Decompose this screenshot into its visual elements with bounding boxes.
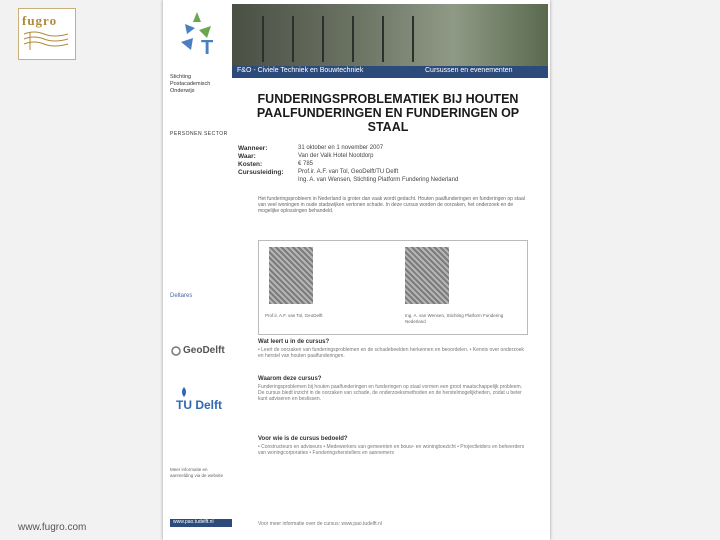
tudelft-logo: TU Delft xyxy=(176,398,222,412)
fugro-logo-text: fugro xyxy=(22,13,58,28)
fact-value: € 785 xyxy=(298,161,314,167)
fact-key: Waar: xyxy=(238,153,256,160)
fact-value: 31 oktober en 1 november 2007 xyxy=(298,145,384,151)
section-heading: Waarom deze cursus? xyxy=(258,376,322,382)
org-line: Stichting xyxy=(170,74,192,80)
section-heading: Wat leert u in de cursus? xyxy=(258,339,330,345)
org-line: Postacademisch xyxy=(170,81,211,87)
deltares-logo: Deltares xyxy=(170,293,193,299)
side-notes: Meer informatie en aanmelding via de website xyxy=(170,467,224,478)
svg-text:T: T xyxy=(201,37,214,59)
org-line: Onderwijs xyxy=(170,88,195,94)
footer-url[interactable]: www.fugro.com xyxy=(18,522,87,533)
instructor-photos xyxy=(258,240,528,335)
section-text: • Leert de oorzaken van funderingsproblemen en de schadebeelden herkennen en beoordelen. • Kennis over onderzoek en herstel van houten paalfunderingen. xyxy=(258,347,524,359)
fact-value: Van der Valk Hotel Nootdorp xyxy=(298,153,374,159)
photo-caption: Prof.ir. A.F. van Tol, GeoDelft xyxy=(265,313,323,318)
fugro-logo-waves-icon xyxy=(22,30,70,52)
section-text: Funderingsproblemen bij houten paalfunderingen en funderingen op staal vormen een groot maatschappelijk probleem. De cursus biedt inzicht in de oorzaken van schade, de onderzoeksmethoden en de herstelmogelijkheden, zodat u beter kunt adviseren en beslissen. xyxy=(258,384,523,402)
section-text: • Constructeurs en adviseurs • Medewerkers van gemeenten en bouw- en woningtoezicht • Projectleiders en beheerders van woningcorporaties • Funderingsherstellers en aannemers xyxy=(258,444,525,456)
photo-caption: Ing. A. van Wensen, Stichting Platform Fundering Nederland xyxy=(405,313,504,324)
flyer-bottom-line: Voor meer informatie over de cursus: www.pao.tudelft.nl xyxy=(258,521,382,527)
geodelft-logo-icon xyxy=(171,345,181,357)
banner-right-text: Cursussen en evenementen xyxy=(425,67,513,74)
flyer-title: FUNDERINGSPROBLEMATIEK BIJ HOUTEN PAALFUNDERINGEN EN FUNDERINGEN OP STAAL xyxy=(256,92,520,134)
flyer-header-photo xyxy=(232,4,548,66)
fact-value: Prof.ir. A.F. van Tol, GeoDelft/TU Delft xyxy=(298,169,399,175)
intro-text: Het funderingsprobleem in Nederland is groter dan vaak wordt gedacht. Houten paalfunderingen en funderingen op staal van veel woningen in oude stadswijken vertonen schade. In deze cursus worden de oorzaken, het onderzoek en de mogelijke oplossingen behandeld. xyxy=(258,196,525,214)
geodelft-logo: GeoDelft xyxy=(183,345,225,356)
instructor-photo xyxy=(405,247,449,304)
faculty-logo-icon xyxy=(171,8,223,60)
flyer-footer-url: www.pao.tudelft.nl xyxy=(173,519,214,525)
section-heading: Voor wie is de cursus bedoeld? xyxy=(258,436,348,442)
participants-label: PERSONEN SECTOR xyxy=(170,131,228,137)
organisation-lines xyxy=(170,74,230,95)
instructor-photo xyxy=(269,247,313,304)
tudelft-flame-icon xyxy=(177,386,191,398)
fact-key: Wanneer: xyxy=(238,145,268,152)
fact-value: Ing. A. van Wensen, Stichting Platform Fundering Nederland xyxy=(298,177,459,183)
banner-left-text: F&O - Civiele Techniek en Bouwtechniek xyxy=(237,67,364,74)
fact-key: Cursusleiding: xyxy=(238,169,284,176)
fact-key: Kosten: xyxy=(238,161,263,168)
